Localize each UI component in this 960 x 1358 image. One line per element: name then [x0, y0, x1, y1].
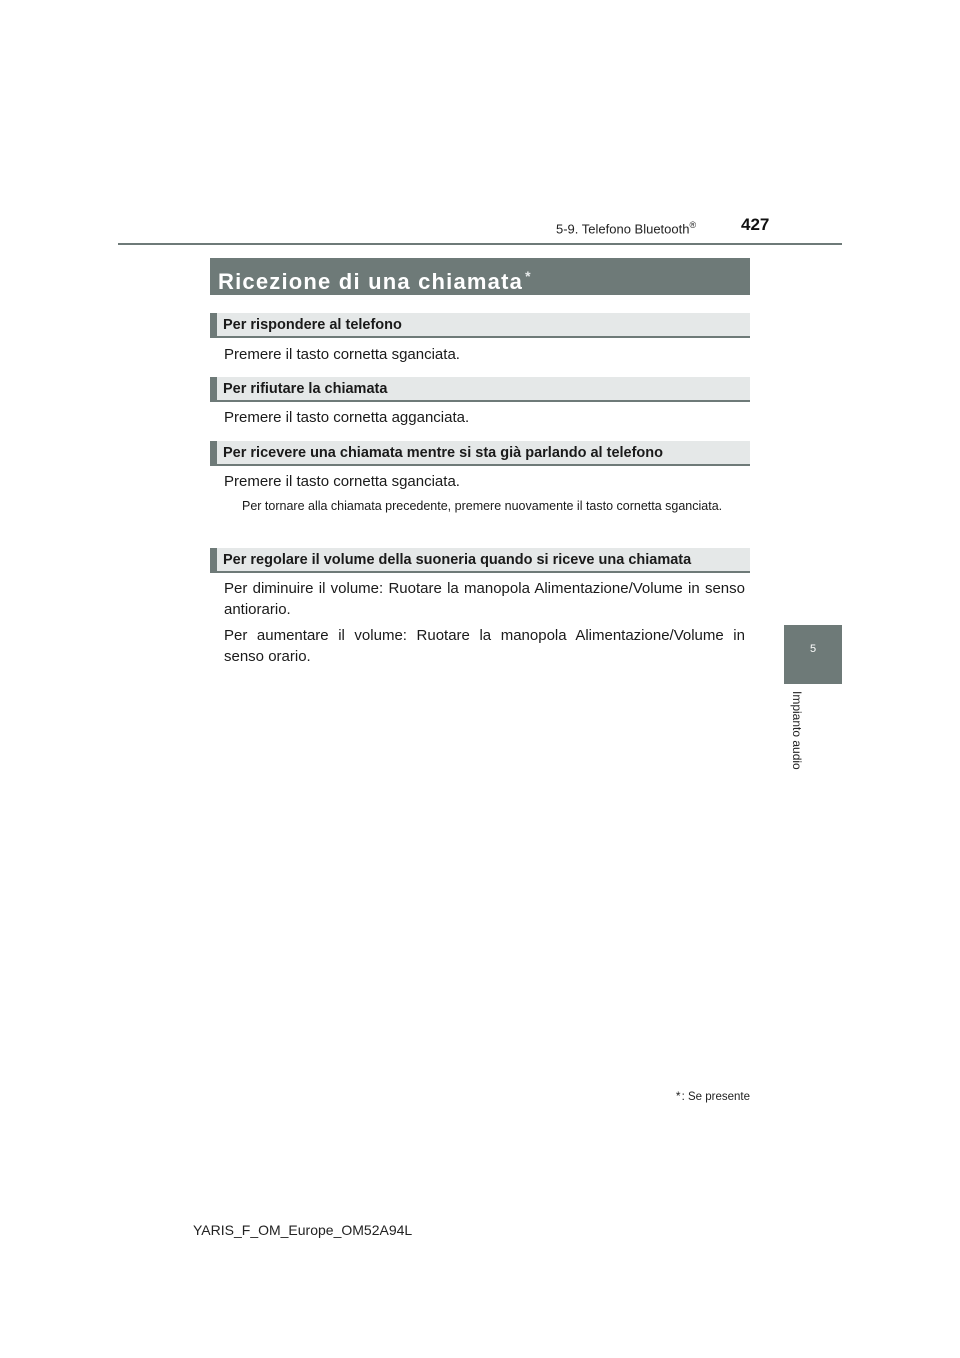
asterisk-icon: *	[525, 268, 532, 284]
section-answer-text: Premere il tasto cornetta sganciata.	[224, 346, 460, 363]
document-code: YARIS_F_OM_Europe_OM52A94L	[193, 1222, 413, 1238]
section-call-waiting-text: Premere il tasto cornetta sganciata.	[224, 473, 460, 490]
section-title: 5-9. Telefono Bluetooth	[556, 221, 690, 237]
chapter-number: 5	[809, 643, 817, 655]
footnote	[667, 1089, 750, 1103]
section-call-waiting-note: Per tornare alla chiamata precedente, premere nuovamente il tasto cornetta sganciata.	[242, 499, 723, 513]
footnote-text: : Se presente	[681, 1091, 750, 1103]
section-ring-volume-increase: Per aumentare il volume: Ruotare la manopola Alimentazione/Volume in senso orario.	[224, 627, 745, 665]
registered-mark: ®	[689, 220, 697, 230]
section-reject-text: Premere il tasto cornetta agganciata.	[224, 409, 470, 426]
page-title-bar	[210, 258, 750, 295]
header-divider	[118, 243, 842, 245]
section-heading-answer: Per rispondere al telefono	[210, 313, 750, 338]
section-ring-volume-decrease: Per diminuire il volume: Ruotare la manopola Alimentazione/Volume in senso antiorario.	[224, 580, 745, 618]
section-heading-reject: Per rifiutare la chiamata	[210, 377, 750, 402]
page-title: Ricezione di una chiamata	[218, 269, 524, 294]
section-heading-ring-volume: Per regolare il volume della suoneria quando si riceve una chiamata	[210, 548, 750, 573]
asterisk-icon: *	[675, 1089, 681, 1103]
section-heading-call-waiting: Per ricevere una chiamata mentre si sta già parlando al telefono	[210, 441, 750, 466]
page-number: 427	[741, 215, 770, 234]
running-header-section	[556, 220, 696, 236]
chapter-label: Impianto audio	[790, 691, 804, 770]
chapter-tab	[784, 625, 842, 684]
